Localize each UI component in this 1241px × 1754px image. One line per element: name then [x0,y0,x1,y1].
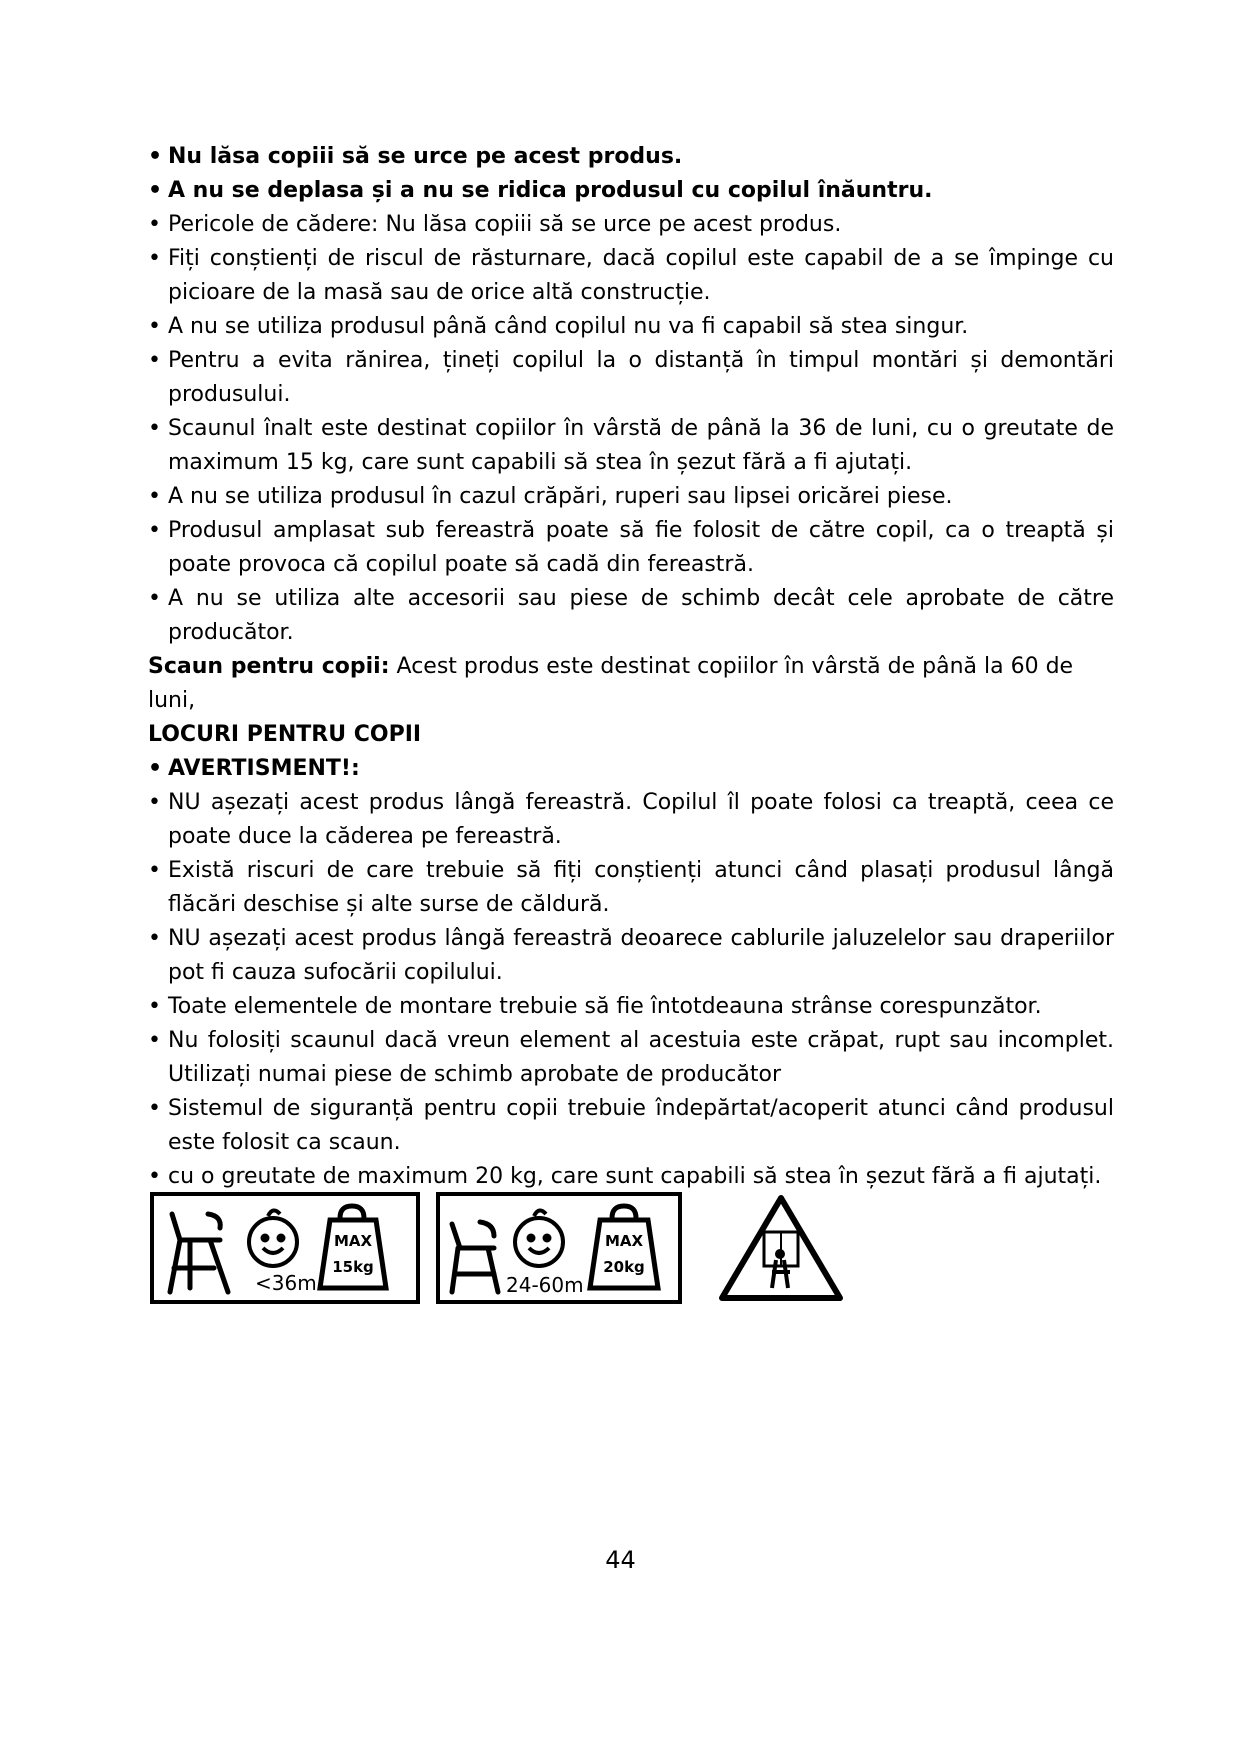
text-block [148,140,1114,1194]
weight-label: 20kg [603,1258,645,1276]
list-item: • Scaunul înalt este destinat copiilor în vârstă de până la 36 de luni, cu o greutate de maximum 15 kg, care sunt capabili să stea în șezut fără a fi ajutați. [148,412,1114,480]
pictogram-row [150,1192,870,1322]
list-item: • Fiți conștienți de riscul de răsturnare, dacă copilul este capabil de a se împinge cu picioare de la masă sau de orice altă construcție. [148,242,1114,310]
warning-item: • NU așezați acest produs lângă fereastră. Copilul îl poate folosi ca treaptă, ceea ce poate duce la căderea pe fereastră. [148,786,1114,854]
warning-item: • cu o greutate de maximum 20 kg, care sunt capabili să stea în șezut fără a fi ajutați. [148,1160,1114,1194]
list-item: • Pentru a evita rănirea, țineți copilul la o distanță în timpul montări și demontări produsului. [148,344,1114,412]
weight-icon [320,1206,386,1288]
warning-bullet-list [148,786,1114,1194]
list-item: • A nu se utiliza produsul până când copilul nu va fi capabil să stea singur. [148,310,1114,344]
window-fall-warning-icon [716,1192,846,1304]
list-item: • Pericole de cădere: Nu lăsa copiii să se urce pe acest produs. [148,208,1114,242]
list-item: • A nu se deplasa și a nu se ridica produsul cu copilul înăuntru. [148,174,1114,208]
max-label: MAX [333,1232,373,1250]
list-item: • A nu se utiliza alte accesorii sau piese de schimb decât cele aprobate de către producător. [148,582,1114,650]
child-seat-text: Acest produs este destinat copiilor în vârstă de până la 60 de luni, [148,654,1074,713]
warning-item: • Există riscuri de care trebuie să fiți conștienți atunci când plasați produsul lângă flăcări deschise și alte surse de căldură. [148,854,1114,922]
warning-item: • Toate elementele de montare trebuie să fie întotdeauna strânse corespunzător. [148,990,1114,1024]
warning-item: • Nu folosiți scaunul dacă vreun element al acestuia este crăpat, rupt sau incomplet. Utilizați numai piese de schimb aprobate de producător [148,1024,1114,1092]
warning-item: • Sistemul de siguranță pentru copii trebuie îndepărtat/acoperit atunci când produsul este folosit ca scaun. [148,1092,1114,1160]
child-seat-age-weight-pictogram [436,1192,682,1304]
max-label: MAX [604,1232,644,1250]
child-seat-label: Scaun pentru copii: [148,654,390,679]
weight-label: 15kg [332,1258,374,1276]
age-label: 24-60m [506,1273,584,1297]
intro-bullet-list [148,140,1114,650]
highchair-age-weight-pictogram [150,1192,420,1304]
page-number: 44 [605,1546,636,1574]
section-heading: LOCURI PENTRU COPII [148,722,422,747]
warning-label: • AVERTISMENT!: [148,752,1114,786]
weight-icon [590,1206,658,1288]
age-label: <36m [255,1271,317,1295]
list-item: • Nu lăsa copiii să se urce pe acest produs. [148,140,1114,174]
child-seat-paragraph [148,650,1114,718]
list-item: • Produsul amplasat sub fereastră poate să fie folosit de către copil, ca o treaptă și poate provoca că copilul poate să cadă din fereastră. [148,514,1114,582]
list-item: • A nu se utiliza produsul în cazul crăpări, ruperi sau lipsei oricărei piese. [148,480,1114,514]
warning-item: • NU așezați acest produs lângă fereastră deoarece cablurile jaluzelelor sau draperiilor pot fi cauza sufocării copilului. [148,922,1114,990]
